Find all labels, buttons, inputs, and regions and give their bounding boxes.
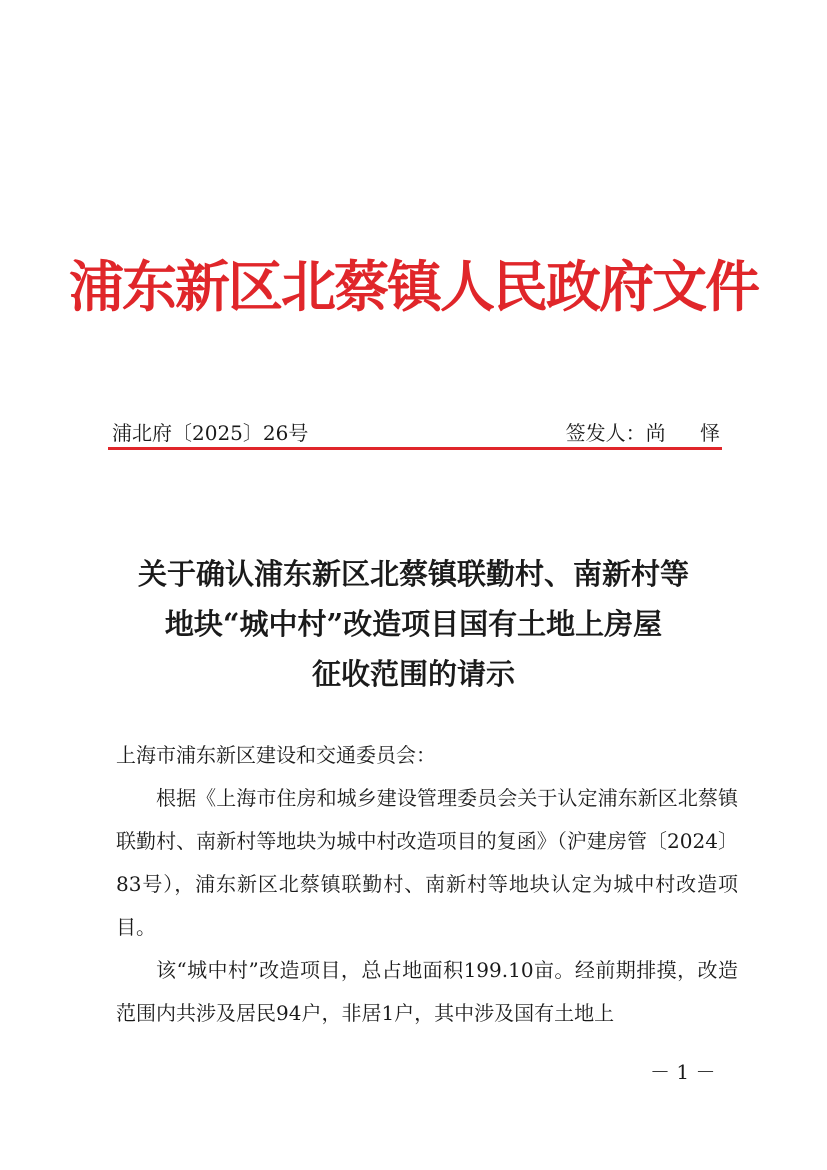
- title-line-2: 地块“城中村”改造项目国有土地上房屋: [164, 607, 663, 641]
- document-title: [60, 549, 767, 699]
- document-number: 浦北府〔2025〕26号: [112, 421, 309, 445]
- document-info-line: [112, 418, 734, 448]
- document-body: [116, 734, 738, 1035]
- body-paragraph-2: 该“城中村”改造项目，总占地面积199.10亩。经前期排摸，改造范围内共涉及居民94户，非居1户，其中涉及国有土地上: [116, 958, 738, 1025]
- title-line-3: 征收范围的请示: [311, 657, 515, 691]
- masthead-title: 浦东新区北蔡镇人民政府文件: [68, 254, 758, 319]
- page-number: － 1 －: [650, 1060, 716, 1084]
- signer-name: 尚 怿: [645, 421, 734, 445]
- red-divider-line: [108, 447, 722, 450]
- signer-block: [565, 418, 734, 448]
- signer-label: 签发人：: [565, 421, 646, 445]
- title-line-1: 关于确认浦东新区北蔡镇联勤村、南新村等: [137, 557, 689, 591]
- body-paragraph-1: 根据《上海市住房和城乡建设管理委员会关于认定浦东新区北蔡镇联勤村、南新村等地块为城中村改造项目的复函》（沪建房管〔2024〕83号），浦东新区北蔡镇联勤村、南新村等地块认定为城中村改造项目。: [116, 786, 738, 939]
- recipient-line: 上海市浦东新区建设和交通委员会：: [116, 743, 436, 767]
